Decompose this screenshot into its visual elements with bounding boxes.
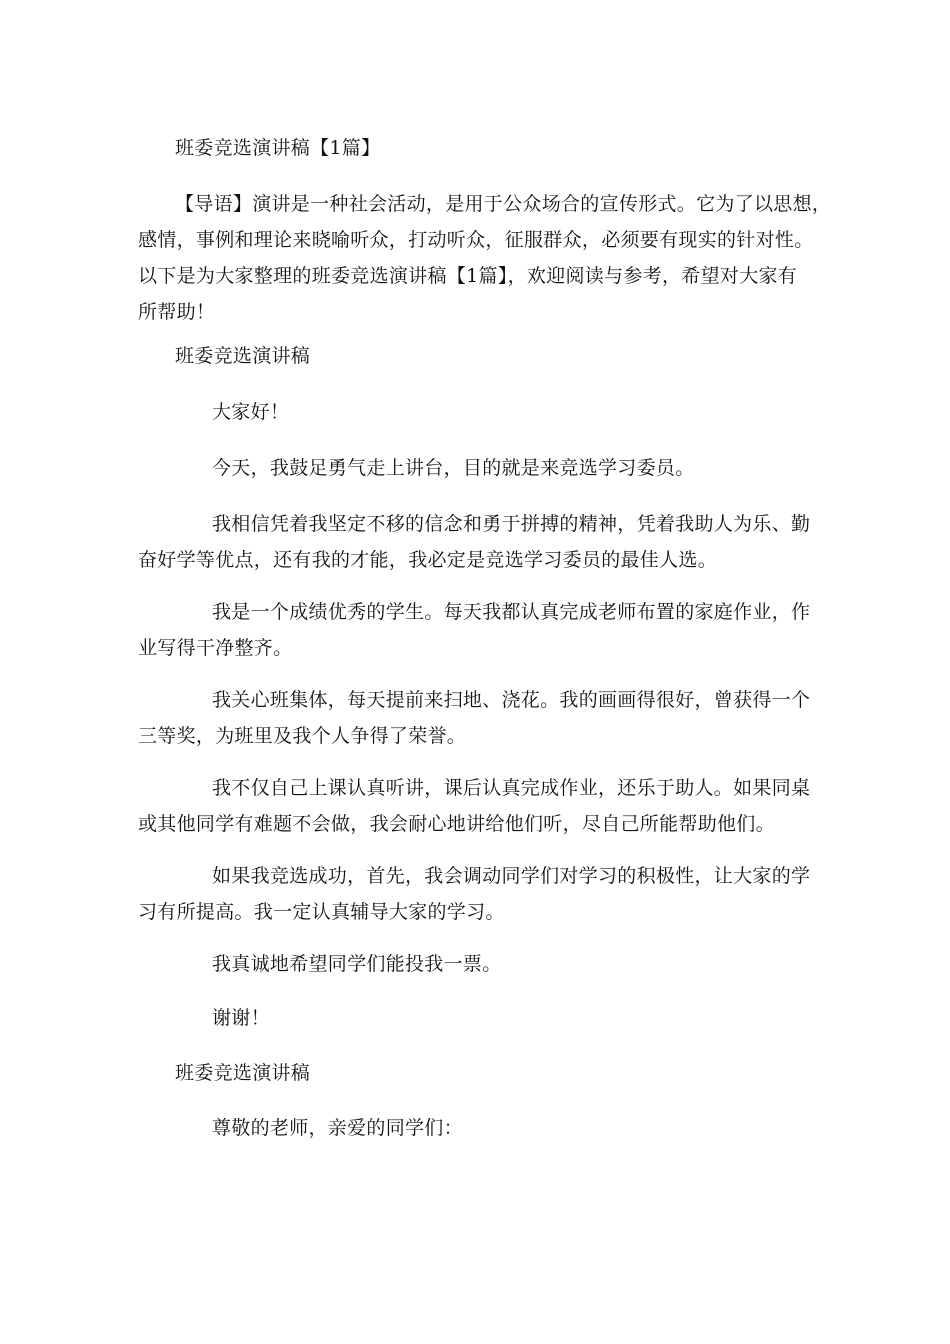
section2-heading: 班委竞选演讲稿	[175, 1062, 311, 1084]
section1-heading: 班委竞选演讲稿	[175, 345, 311, 367]
intro-line: 以下是为大家整理的班委竞选演讲稿【1篇】，欢迎阅读与参考，希望对大家有	[138, 265, 798, 287]
salutation: 尊敬的老师，亲爱的同学们：	[212, 1117, 463, 1139]
intro-line: 感情，事例和理论来晓喻听众，打动听众，征服群众，必须要有现实的针对性。	[138, 229, 814, 251]
paragraph-line: 如果我竞选成功，首先，我会调动同学们对学习的积极性，让大家的学	[212, 865, 811, 887]
paragraph-line: 习有所提高。我一定认真辅导大家的学习。	[138, 901, 505, 923]
paragraph-line: 或其他同学有难题不会做，我会耐心地讲给他们听，尽自己所能帮助他们。	[138, 813, 775, 835]
document-title: 班委竞选演讲稿【1篇】	[175, 137, 381, 159]
intro-line: 所帮助！	[138, 301, 216, 323]
paragraph-line: 我是一个成绩优秀的学生。每天我都认真完成老师布置的家庭作业，作	[212, 601, 811, 623]
thanks: 谢谢！	[212, 1007, 270, 1029]
paragraph-3	[138, 594, 828, 666]
paragraph-line: 我相信凭着我坚定不移的信念和勇于拼搏的精神，凭着我助人为乐、勤	[212, 513, 811, 535]
greeting: 大家好！	[212, 401, 290, 423]
paragraph-line: 业写得干净整齐。	[138, 637, 293, 659]
paragraph-7: 我真诚地希望同学们能投我一票。	[212, 953, 502, 975]
paragraph-1: 今天，我鼓足勇气走上讲台，目的就是来竞选学习委员。	[212, 457, 695, 479]
paragraph-2	[138, 506, 828, 578]
paragraph-line: 奋好学等优点，还有我的才能，我必定是竞选学习委员的最佳人选。	[138, 549, 718, 571]
paragraph-line: 我关心班集体，每天提前来扫地、浇花。我的画画得很好，曾获得一个	[212, 689, 811, 711]
intro-line: 【导语】演讲是一种社会活动，是用于公众场合的宣传形式。它为了以思想，	[175, 193, 832, 215]
intro-paragraph	[138, 186, 832, 330]
paragraph-4	[138, 682, 828, 754]
paragraph-line: 我不仅自己上课认真听讲，课后认真完成作业，还乐于助人。如果同桌	[212, 777, 811, 799]
paragraph-5	[138, 770, 828, 842]
paragraph-6	[138, 858, 828, 930]
paragraph-line: 三等奖，为班里及我个人争得了荣誉。	[138, 725, 467, 747]
